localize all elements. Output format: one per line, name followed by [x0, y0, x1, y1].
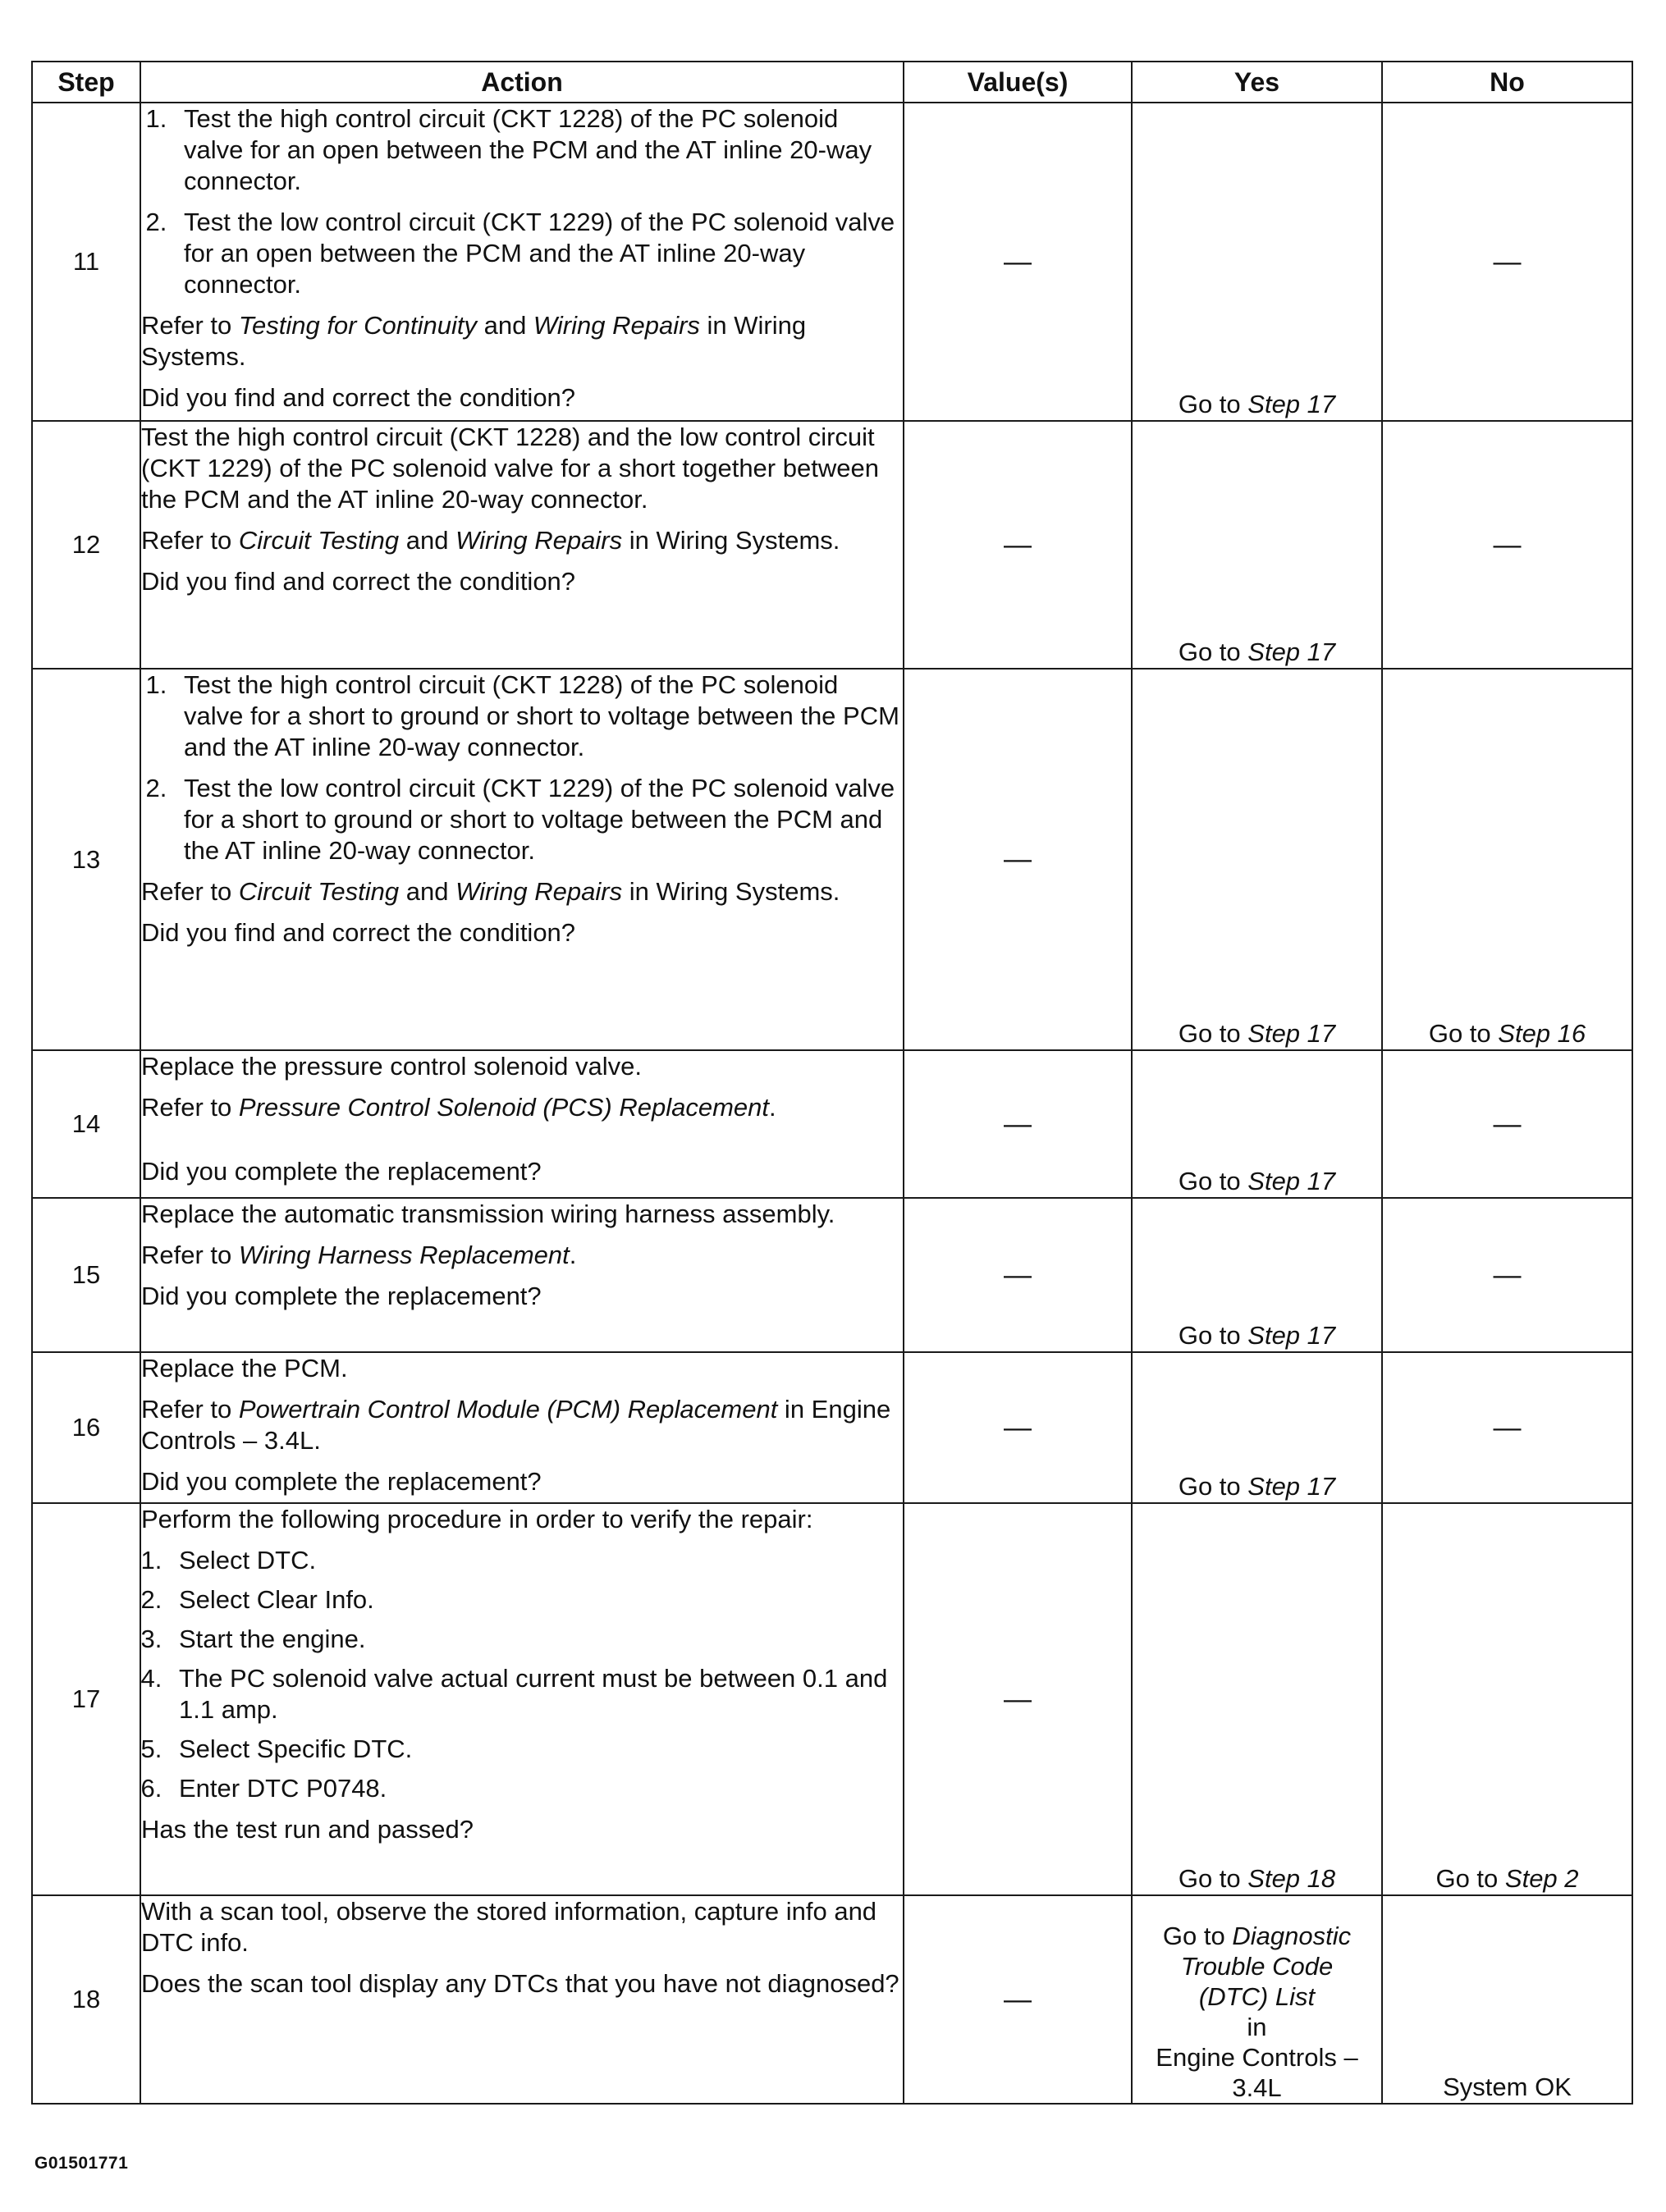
instruction-text: Replace the PCM. [141, 1354, 348, 1382]
reference-link[interactable]: Powertrain Control Module (PCM) Replacement [238, 1395, 778, 1424]
action-cell [140, 1050, 904, 1198]
list-item: 1. Test the high control circuit (CKT 1228) of the PC solenoid valve for an open between the PCM and the AT inline 20-way connector. [174, 103, 903, 197]
value-cell: — [904, 103, 1132, 421]
action-cell [140, 1503, 904, 1895]
yes-cell: Go to Step 17 [1132, 1352, 1382, 1503]
goto-step-link[interactable]: Step 17 [1247, 1321, 1336, 1350]
list-item: 2. Select Clear Info. [169, 1584, 903, 1616]
header-values: Value(s) [904, 62, 1132, 103]
no-cell: — [1382, 1050, 1632, 1198]
table-row [32, 1050, 1632, 1198]
question-text: Does the scan tool display any DTCs that you have not diagnosed? [141, 1969, 899, 1998]
no-cell: System OK [1382, 1895, 1632, 2104]
instruction-text: Replace the automatic transmission wiring harness assembly. [141, 1200, 835, 1228]
question-text: Did you find and correct the condition? [141, 918, 576, 947]
table-row [32, 669, 1632, 1050]
reference-link[interactable]: Circuit Testing [238, 526, 400, 555]
action-cell [140, 103, 904, 421]
yes-cell: Go to Step 17 [1132, 1198, 1382, 1352]
list-item: 2. Test the low control circuit (CKT 1229) of the PC solenoid valve for an open between the PCM and the AT inline 20-way connector. [174, 207, 903, 300]
no-cell: — [1382, 1198, 1632, 1352]
value-cell: — [904, 1895, 1132, 2104]
value-cell: — [904, 1198, 1132, 1352]
yes-cell: Go to Diagnostic Trouble Code (DTC) List in Engine Controls – 3.4L [1132, 1895, 1382, 2104]
goto-step-link[interactable]: Step 16 [1498, 1019, 1586, 1048]
refer-text: Refer to Circuit Testing and Wiring Repairs in Wiring Systems. [141, 877, 840, 906]
goto-step-link[interactable]: Step 17 [1247, 1472, 1336, 1501]
header-step: Step [32, 62, 140, 103]
no-cell: Go to Step 16 [1382, 669, 1632, 1050]
yes-cell: Go to Step 18 [1132, 1503, 1382, 1895]
diagnostic-table [31, 61, 1633, 2105]
refer-text: Refer to Wiring Harness Replacement. [141, 1241, 577, 1269]
refer-text: Refer to Testing for Continuity and Wiring Repairs in Wiring Systems. [141, 311, 807, 371]
step-number: 14 [32, 1050, 140, 1198]
question-text: Did you complete the replacement? [141, 1157, 542, 1186]
action-cell [140, 1198, 904, 1352]
header-no: No [1382, 62, 1632, 103]
header-yes: Yes [1132, 62, 1382, 103]
table-row [32, 421, 1632, 669]
goto-step-link[interactable]: Step 17 [1247, 1019, 1336, 1048]
value-cell: — [904, 1352, 1132, 1503]
list-item: 1. Test the high control circuit (CKT 1228) of the PC solenoid valve for a short to ground or short to voltage between the PCM and the AT inline 20-way connector. [174, 670, 903, 763]
list-item: 2. Test the low control circuit (CKT 1229) of the PC solenoid valve for a short to ground or short to voltage between the PCM and the AT inline 20-way connector. [174, 773, 903, 866]
step-number: 18 [32, 1895, 140, 2104]
step-number: 12 [32, 421, 140, 669]
question-text: Has the test run and passed? [141, 1815, 474, 1844]
step-number: 15 [32, 1198, 140, 1352]
reference-link[interactable]: Testing for Continuity [238, 311, 477, 340]
figure-id: G01501771 [34, 2154, 129, 2173]
action-cell [140, 421, 904, 669]
reference-link[interactable]: Wiring Repairs [455, 877, 623, 906]
header-action: Action [140, 62, 904, 103]
list-item: 6. Enter DTC P0748. [169, 1773, 903, 1804]
table-row [32, 1352, 1632, 1503]
refer-text: Refer to Circuit Testing and Wiring Repairs in Wiring Systems. [141, 526, 840, 555]
step-number: 17 [32, 1503, 140, 1895]
question-text: Did you complete the replacement? [141, 1282, 542, 1310]
refer-text: Refer to Powertrain Control Module (PCM) Replacement in Engine Controls – 3.4L. [141, 1395, 891, 1455]
value-cell: — [904, 1503, 1132, 1895]
step-number: 13 [32, 669, 140, 1050]
table-row [32, 1503, 1632, 1895]
list-item: 4. The PC solenoid valve actual current must be between 0.1 and 1.1 amp. [169, 1663, 903, 1725]
no-cell: Go to Step 2 [1382, 1503, 1632, 1895]
goto-step-link[interactable]: Step 2 [1504, 1864, 1579, 1893]
yes-cell: Go to Step 17 [1132, 669, 1382, 1050]
instruction-text: With a scan tool, observe the stored information, capture info and DTC info. [141, 1897, 877, 1957]
value-cell: — [904, 1050, 1132, 1198]
question-text: Did you find and correct the condition? [141, 383, 576, 412]
reference-link[interactable]: Wiring Harness Replacement [238, 1241, 570, 1269]
goto-step-link[interactable]: Step 18 [1247, 1864, 1336, 1893]
no-cell: — [1382, 103, 1632, 421]
numbered-list [141, 670, 903, 866]
list-item: 5. Select Specific DTC. [169, 1734, 903, 1765]
instruction-text: Test the high control circuit (CKT 1228) and the low control circuit (CKT 1229) of the PC solenoid valve for a short together between the PCM and the AT inline 20-way connector. [141, 423, 879, 514]
no-cell: — [1382, 421, 1632, 669]
reference-link[interactable]: Pressure Control Solenoid (PCS) Replacement [238, 1093, 770, 1122]
yes-cell: Go to Step 17 [1132, 1050, 1382, 1198]
reference-link[interactable]: Wiring Repairs [455, 526, 623, 555]
action-cell [140, 1352, 904, 1503]
question-text: Did you complete the replacement? [141, 1467, 542, 1496]
action-cell [140, 1895, 904, 2104]
goto-step-link[interactable]: Step 17 [1247, 390, 1336, 418]
question-text: Did you find and correct the condition? [141, 567, 576, 596]
step-number: 11 [32, 103, 140, 421]
reference-link[interactable]: Diagnostic Trouble Code (DTC) List [1180, 1922, 1352, 2011]
action-cell [140, 669, 904, 1050]
step-number: 16 [32, 1352, 140, 1503]
instruction-text: Perform the following procedure in order to verify the repair: [141, 1505, 813, 1533]
value-cell: — [904, 669, 1132, 1050]
list-item: 1. Select DTC. [169, 1545, 903, 1576]
yes-cell: Go to Step 17 [1132, 421, 1382, 669]
reference-link[interactable]: Wiring Repairs [533, 311, 700, 340]
table-row [32, 103, 1632, 421]
goto-step-link[interactable]: Step 17 [1247, 638, 1336, 666]
yes-cell: Go to Step 17 [1132, 103, 1382, 421]
goto-step-link[interactable]: Step 17 [1247, 1167, 1336, 1195]
value-cell: — [904, 421, 1132, 669]
reference-link[interactable]: Circuit Testing [238, 877, 400, 906]
table-row [32, 1895, 1632, 2104]
no-cell: — [1382, 1352, 1632, 1503]
list-item: 3. Start the engine. [169, 1624, 903, 1655]
header-row [32, 62, 1632, 103]
instruction-text: Replace the pressure control solenoid valve. [141, 1052, 643, 1081]
numbered-list [141, 103, 903, 300]
table-row [32, 1198, 1632, 1352]
numbered-list [141, 1545, 903, 1804]
refer-text: Refer to Pressure Control Solenoid (PCS) Replacement. [141, 1093, 776, 1122]
